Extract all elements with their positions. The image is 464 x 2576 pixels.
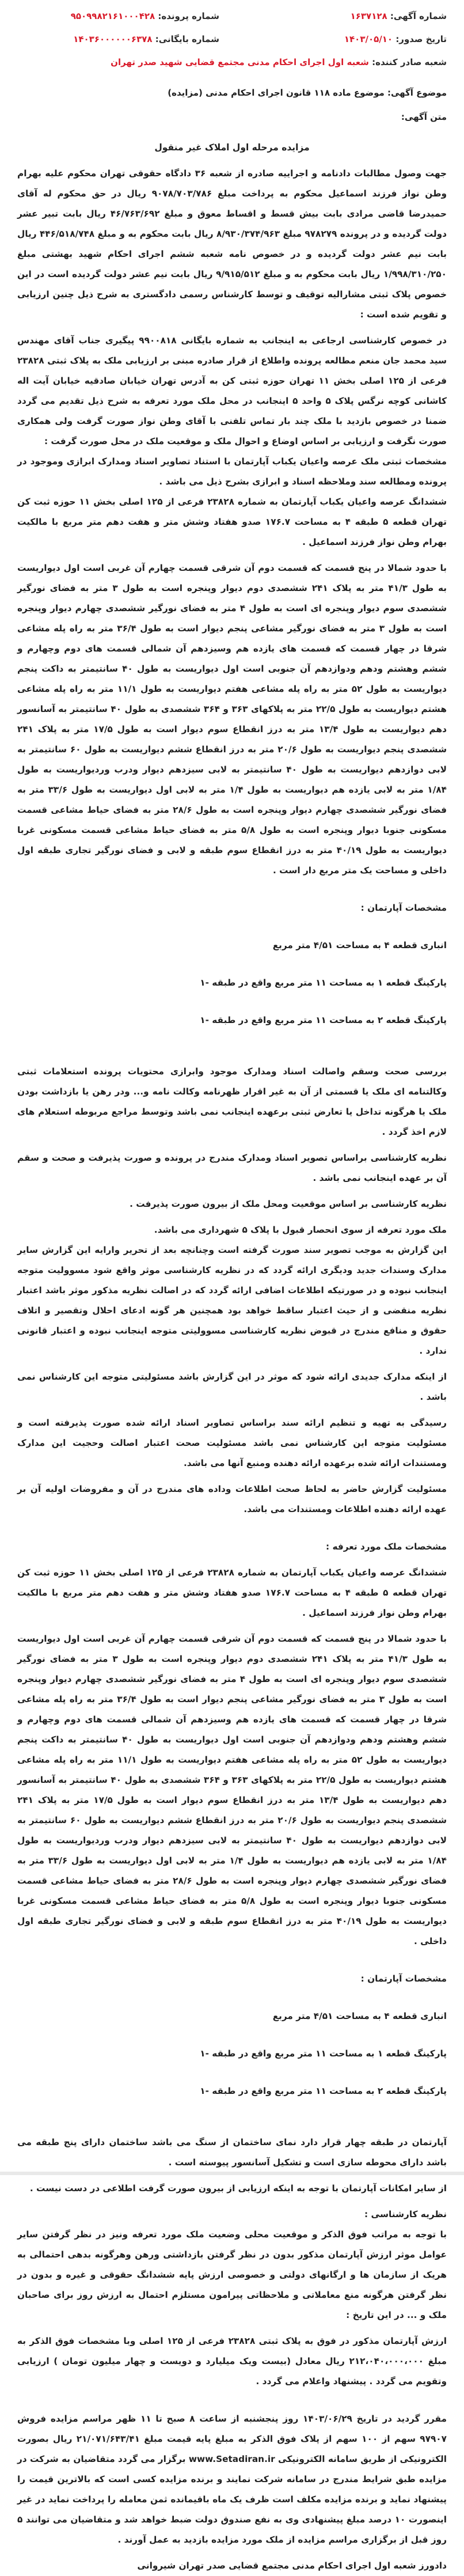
paragraph-registry: مشخصات ثبتی ملک عرصه واعیان یکباب آپارتمان با استناد تصاویر اسناد ومدارک ابرازی وموجود در پرونده ومطالعه سند وملاحظه اسناد و ابرازی بشرح ذیل می باشد . [17,456,447,487]
date-field [344,28,447,51]
parking-line-1-2: پارکینگ قطعه ۱ به مساحت ۱۱ متر مربع واقع در طبقه -۱ [200,2048,447,2059]
bounds-paragraph: با حدود شمالا در پنج قسمت که قسمت دوم آن شرقی قسمت چهارم آن غربی است اول دیواریست به طول ۴۱/۳ متر به پلاک ۲۴۱ ششصدی دوم دیوار وپنجره است به طول ۳ متر به فضای نورگیر ششصدی سوم دیوار وپنجره ای است به طول ۴ متر به فضای نورگیر ششصدی چهارم دیوار وپنجره است به طول ۳ متر به فضای نورگیر مشاعی پنجم دیوار است به طول ۳۶/۴ متر به راه پله مشاعی شرقا در چهار قسمت که قسمت های یازده هم وسیزدهم آن شمالی قسمت های دوم وچهارم و ششم وهشتم ودهم ودوازدهم آن جنوبی است اول دیواریست به طول ۴۰ سانتیمتر به داکت پنجم دیواریست به طول ۵۲ متر به راه پله مشاعی هفتم دیواریست به طول ۱۱/۱ متر به راه پله مشاعی هشتم دیواریست به طول ۲۲/۵ متر به پلاکهای ۳۶۳ و ۳۶۴ ششصدی به طول ۴۰ سانتیمتر به آسانسور دهم دیواریست به طول ۱۳/۴ متر به درز انقطاع سوم دیوار است به طول ۱۷/۵ متر به پلاک ۲۴۱ ششصدی پنجم دیواریست به طول ۲۰/۶ متر به درز انقطاع ششم دیواریست به طول ۶۰ سانتیمتر به لابی دوازدهم دیواریست به طول ۴۰ سانتیمتر به لابی سیزدهم دیوار ودرب وردیواریست به طول ۱/۸۴ متر به لابی یازده هم دیواریست به طول ۱/۴ متر به لابی اول دیواریست به طول ۳۳/۶ متر به فضای نورگیر ششصدی چهارم دیوار وپنجره است به طول ۲۸/۶ متر به فضای حیاط مشاعی قسمت مسکونی جنوبا دیوار وپنجره است به طول ۵/۸ متر به فضای حیاط مشاعی قسمت مسکونی غربا دیواریست به طول ۴۰/۱۹ متر به درز انقطاع سوم طبقه و لابی و فضای نورگیر تجاری طبقه اول داخلی . [17,1634,447,1946]
ad-number-value: ۱۶۳۷۱۲۸ [350,11,387,21]
auction-paragraph: مقرر گردید در تاریخ ۱۴۰۳/۰۶/۲۹ روز پنجشنبه از ساعت ۸ صبح تا ۱۱ ظهر مراسم مزایده فروش ۹۷۹۰۷ سهم از ۱۰۰ سهم از پلاک فوق الذکر به مبلغ پایه قیمت مبلغ ۲۱/۰۷۱/۶۴۳/۴۱ ریال بصورت الکترونیکی از طریق سامانه الکترونیکی www.Setadiran.ir برگزار می گردد متقاضیان به شرکت در مزایده طبق شرایط مندرج در سامانه شرکت نمایند و برنده مزایده کسی است که بالاترین قیمت را پیشنهاد نماید و برنده مزایده مکلف است ظرف یک ماه باقیمانده ثمن معامله را پرداخت نماید در غیر اینصورت ۱۰ درصد مبلغ پیشنهادی وی به نفع صندوق دولت ضبط خواهد شد و متقاضیان می توانند ۵ روز قبل از برگزاری مراسم مزایده از ملک مورد مزایده بازدید به عمل آورند . [17,2414,447,2545]
building-description: آپارتمان در طبقه چهار قرار دارد نمای ساختمان از سنگ می باشد ساختمان دارای پنج طبقه می باشد دارای محوطه سازی است و تشکیل آسانسور پیوسته است . [17,2137,447,2168]
storage-line-2: انباری قطعه ۴ به مساحت ۴/۵۱ متر مربع [272,2011,447,2021]
note-documents: نظریه کارشناسی براساس تصویر اسناد ومدارک مندرج در پرونده و صورت پذیرفت و صحت و سقم آن بر عهده اینجانب نمی باشد . [17,1153,447,1183]
ad-title: مزایده مرحله اول املاک غیر منقول [154,142,310,153]
parking-line-1: پارکینگ قطعه ۱ به مساحت ۱۱ متر مربع واقع در طبقه -۱ [200,978,447,988]
ad-number-field [351,5,447,28]
note-location: نظریه کارشناسی بر اساس موقعیت ومحل ملک از بیرون صورت پذیرفت . [130,1199,447,1209]
case-no-label: شماره بایگانی: [155,34,219,44]
ad-subject: موضوع آگهی: موضوع ماده ۱۱۸ قانون اجرای احکام مدنی (مزایده) [168,88,447,98]
file-number-value: ۹۵۰۹۹۸۲۱۶۱۰۰۰۴۲۸ [70,11,155,21]
case-no-value: ۱۴۰۳۶۰۰۰۰۰۰۶۳۷۸ [73,34,153,44]
expert-opinion-label: نظریه کارشناسی : [364,2209,447,2219]
apartment-specs-label: مشخصات آپارتمان : [360,903,447,913]
paragraph-assignment: در خصوص کارشناسی ارجاعی به اینجانب به شماره بایگانی ۹۹۰۰۸۱۸ پیگیری جناب آقای مهندس سید محمد جان منعم مطالعه پرونده واطلاع از قرار صادره مبنی بر ارزیابی ملک به پلاک ثبتی ۲۳۸۲۸ فرعی از ۱۲۵ اصلی بخش ۱۱ تهران حوزه ثبتی کن به آدرس تهران خیابان صادقیه خیابان آیت اله کاشانی کوچه نرگس پلاک ۵ واحد ۵ اینجانب در محل ملک مورد تعرفه به شرح ذیل تقدیم می گردد ضمنا در خصوص بازدید با ملک چند بار تماس تلفنی با آقای وطن نواز صورت گرفت ولی همکاری صورت نگرفت و ارزیابی بر اساس اوضاع و احوال ملک و موقعیت ملک در محل صورت گرفت : [17,335,447,446]
ad-number-label: شماره آگهی: [390,11,447,21]
expert-opinion: با توجه به مراتب فوق الذکر و موقعیت محلی وضعیت ملک مورد تعرفه ونیز در نظر گرفتن سایر عوامل موثر ارزش آپارتمان مذکور بدون در نظر گرفتن بازداشتی ورهن وهرگونه بدهی احتمالی به هریک از سازمان ها و ارگانهای دولتی و خصوصی ارزش پایه ششدانگ حقوقی و غیره و بدون در نظر گرفتن هرگونه منع معاملاتی و ملاحظاتی پیرامون مستلزم احتمال به ارزش روز برای صاحبان ملک و ... در این تاریخ : [17,2229,447,2320]
case-no-field [73,28,219,51]
header-row-2 [17,28,447,51]
date-value: ۱۴۰۳/۰۵/۱۰ [344,34,393,44]
other-features: از سایر امکانات آپارتمان با توجه به اینکه ارزیابی از بیرون صورت گرفت اطلاعی در دست نیست . [29,2183,447,2194]
header-row-1 [17,5,447,28]
file-number-label: شماره پرونده: [158,11,219,21]
header-row-3 [17,51,447,74]
footer-bar [0,2172,464,2175]
report-paragraph: این گزارش به موجب تصویر سند صورت گرفته است وچنانچه بعد از تحریر وارایه این گزارش سایر مدارک وسندات جدید ودیگری ارائه گردد که در نظریه کارشناسی موثر واقع شود مسوولیت متوجه اینجانب نبوده و در صورتیکه اطلاعات اضافی ارائه گردد که در اصالت نظریه مذکور موثر باشد اعتبار نظریه منقضی و از حیث اعتبار ساقط خواهد بود همچنین هر گونه ادعای احلال وتقصیر و اتلاف حقوق و منافع مندرج در قبوض نظریه کارشناسی مسوولیتی متوجه اینجانب نبوده و اعتبار قانونی ندارد . [17,1245,447,1356]
issuer-label: شعبه صادر کننده: [372,57,447,67]
paragraph-claims: جهت وصول مطالبات دادنامه و اجراییه صادره از شعبه ۳۶ دادگاه حقوقی تهران محکوم علیه بهرام وطن نواز فرزند اسماعیل محکوم به پرداخت مبلغ ۹۰۷۸/۷۰۳/۷۸۶ ریال در حق محکوم له آقای حمیدرضا قاضی مرادی بابت بیش قسط و اقساط معوق و مبلغ ۴۶/۷۶۳/۶۹۲ ریال بابت تبیر عشر دولت گردیده و در پرونده ۹۷۸۲۷۹ مبلغ ۸/۹۳۰/۳۷۴/۹۶۳ ریال بابت محکوم به و مبلغ ۴۴۶/۵۱۸/۷۴۸ ریال بابت نیم عشر دولت گردیده و در خصوص نامه شعبه ششم اجرای احکام شهید بهشتی مبلغ ۱/۹۹۸/۳۱۰/۲۵۰ ریال بابت محکوم به و مبلغ ۹/۹۱۵/۵۱۲ ریال بابت نیم عشر دولت گردیده است در این خصوص پلاک ثبتی مشارالیه توقیف و توسط کارشناس رسمی دادگستری به شرح ذیل چنین ارزیابی و تقویم شده است : [17,168,447,320]
apartment-specs-label-2: مشخصات آپارتمان : [360,1973,447,1984]
document-paragraph: رسیدگی به تهیه و تنظیم ارائه سند براساس تصاویر اسناد ارائه شده صورت پذیرفته است و مسئولیت متوجه این کارشناس نمی باشد مسئولیت صحت اعتبار اصالت وحجیت این مدارک ومستندات ارائه شده برعهده ارائه دهنده ومنبع آنها می باشد. [17,1418,447,1468]
valuation-paragraph: ارزش آپارتمان مذکور در فوق به پلاک ثبتی ۲۳۸۲۸ فرعی از ۱۲۵ اصلی وبا مشخصات فوق الذکر به مبلغ ۲۱۲،۰۴۰،۰۰۰،۰۰۰ ریال معادل (بیست ویک میلیارد و دویست و چهار میلیون تومان ) ارزیابی وتقویم می گردد . پیشنهاد واعلام می گردد . [17,2336,447,2386]
ownership-note: ملک مورد تعرفه از سوی انحصار قبول با پلاک ۵ شهرداری می باشد. [154,1225,447,1235]
specs-header: مشخصات ملک مورد تعرفه : [326,1541,447,1552]
issuer-field [111,51,447,74]
parking-line-2: پارکینگ قطعه ۲ به مساحت ۱۱ متر مربع واقع در طبقه -۱ [200,1015,447,1025]
paragraph-boundaries: با حدود شمالا در پنج قسمت که قسمت دوم آن شرقی قسمت چهارم آن غربی است اول دیواریست به طول ۴۱/۳ متر به پلاک ۲۴۱ ششصدی دوم دیوار وپنجره است به طول ۳ متر به فضای نورگیر ششصدی سوم دیوار وپنجره ای است به طول ۴ متر به فضای نورگیر ششصدی چهارم دیوار وپنجره است به طول ۳ متر به فضای نورگیر مشاعی پنجم دیوار است به طول ۳۶/۴ متر به راه پله مشاعی شرقا در چهار قسمت که قسمت های یازده هم وسیزدهم آن شمالی قسمت های دوم وچهارم و ششم وهشتم ودهم ودوازدهم آن جنوبی است اول دیواریست به طول ۴۰ سانتیمتر به داکت پنجم دیواریست به طول ۵۲ متر به راه پله مشاعی هفتم دیواریست به طول ۱۱/۱ متر به راه پله مشاعی هشتم دیواریست به طول ۲۲/۵ متر به پلاکهای ۳۶۳ و ۳۶۴ ششصدی به طول ۴۰ سانتیمتر به آسانسور دهم دیواریست به طول ۱۳/۴ متر به درز انقطاع سوم دیوار است به طول ۱۷/۵ متر به پلاک ۲۴۱ ششصدی پنجم دیواریست به طول ۲۰/۶ متر به درز انقطاع ششم دیواریست به طول ۶۰ سانتیمتر به لابی دوازدهم دیواریست به طول ۴۰ سانتیمتر به لابی سیزدهم دیوار ودرب وردیواریست به طول ۱/۸۴ متر به لابی یازده هم دیواریست به طول ۱/۴ متر به لابی اول دیواریست به طول ۳۳/۶ متر به فضای نورگیر ششصدی چهارم دیوار وپنجره است به طول ۲۸/۶ متر به فضای حیاط مشاعی قسمت مسکونی جنوبا دیوار وپنجره است به طول ۵/۸ متر به فضای حیاط مشاعی قسمت مسکونی غربا دیواریست به طول ۴۰/۱۹ متر به درز انقطاع سوم طبقه و لابی و فضای نورگیر تجاری طبقه اول داخلی و مساحت یک متر مربع دار است . [17,563,447,876]
specs-paragraph: ششدانگ عرصه واعیان یکباب آپارتمان به شماره ۲۳۸۲۸ فرعی از ۱۲۵ اصلی بخش ۱۱ حوزه ثبت کن تهران قطعه ۵ طبقه ۴ به مساحت ۱۷۶.۷ صدو هفتاد وشش متر و هفت دهم متر مربع با مالکیت بهرام وطن نواز فرزند اسماعیل . [17,1567,447,1618]
fact-paragraph: مسئولیت گزارش حاضر به لحاظ صحت اطلاعات وداده های مندرج در آن و مفروضات اولیه آن بر عهده ارائه دهنده اطلاعات ومستندات می باشد. [17,1484,447,1514]
issuer-value: شعبه اول اجرای احکام مدنی مجتمع قضایی شهید صدر تهران [111,57,369,67]
file-number-field [71,5,219,28]
date-label: تاریخ صدور: [395,34,447,44]
storage-line: انباری قطعه ۴ به مساحت ۴/۵۱ متر مربع [272,940,447,950]
cases-paragraph: از اینکه مدارک جدیدی ارائه شود که موثر در این گزارش باشد مسئولیتی متوجه این کارشناس نمی باشد . [17,1372,447,1402]
parking-line-2-2: پارکینگ قطعه ۲ به مساحت ۱۱ متر مربع واقع در طبقه -۱ [200,2086,447,2096]
review-paragraph: بررسی صحت وسقم واصالت اسناد ومدارک موجود وابرازی محتویات پرونده استعلامات ثبتی وکالتنامه ای ملک یا قسمتی از آن به غیر اقرار ظهرنامه وکالت نامه و... ودر رهن یا بازداشت بودن ملک یا هرگونه تداخل یا تعارض ثبتی برعهده اینجانب نمی باشد وتوسط مراجع مربوطه استعلام های لازم اخذ گردد . [17,1066,447,1137]
ad-text-label: متن آگهی: [401,112,447,122]
signature-line: دادورز شعبه اول اجرای احکام مدنی مجتمع قضایی صدر تهران شیروانی [137,2560,447,2571]
paragraph-ownership: ششدانگ عرصه واعیان یکباب آپارتمان به شماره ۲۳۸۲۸ فرعی از ۱۲۵ اصلی بخش ۱۱ حوزه ثبت کن تهران قطعه ۵ طبقه ۴ به مساحت ۱۷۶.۷ صدو هفتاد وشش متر و هفت دهم متر مربع با مالکیت بهرام وطن نواز فرزند اسماعیل . [17,497,447,547]
